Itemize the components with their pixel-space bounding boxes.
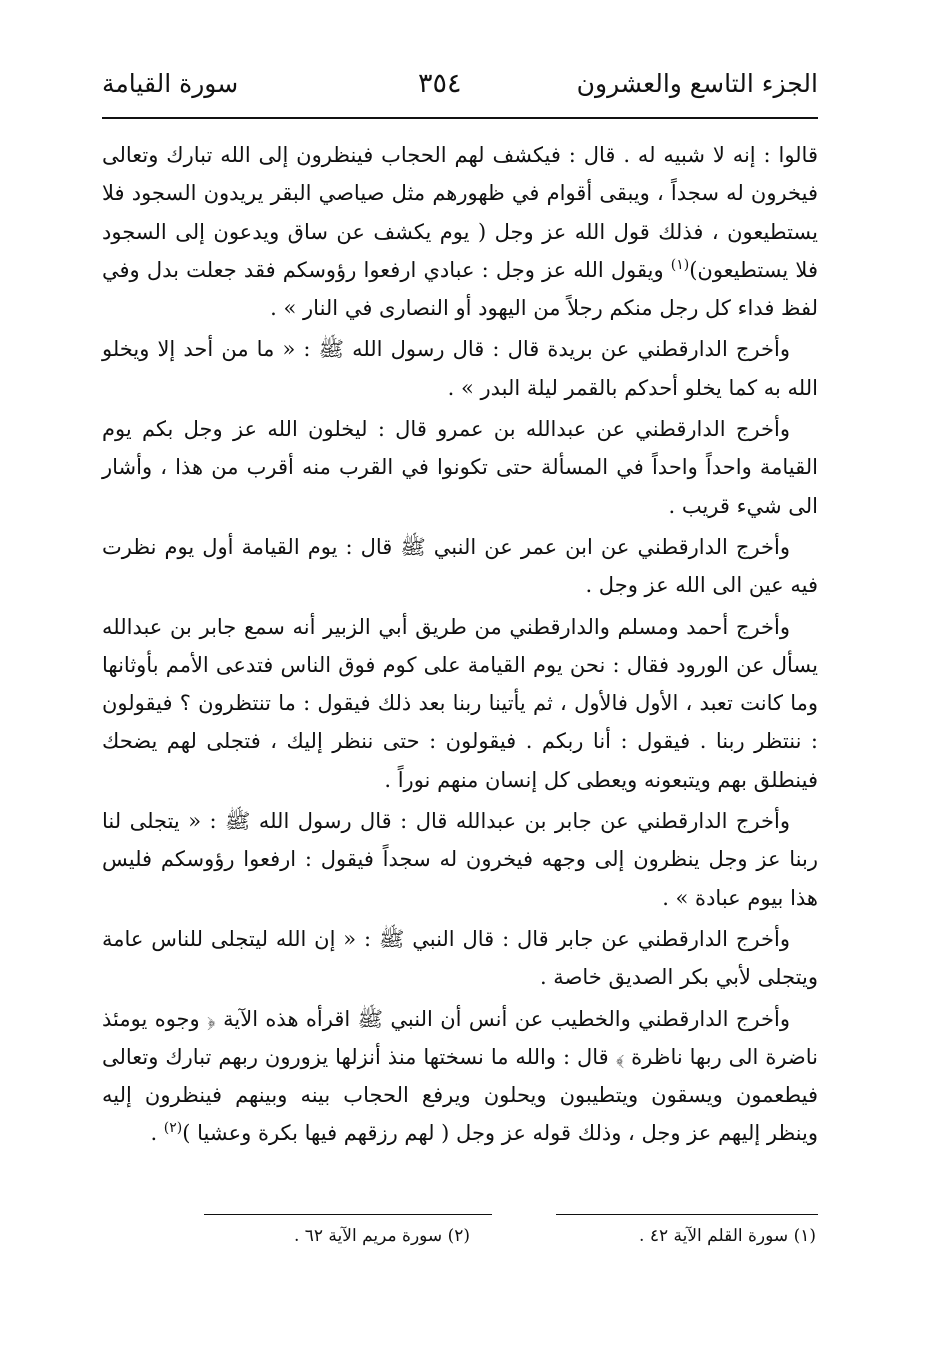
paragraph-text: وأخرج أحمد ومسلم والدارقطني من طريق أبي الزبير أنه سمع جابر بن عبدالله يسأل عن الورود فقال : نحن يوم القيامة على كوم فوق الناس فتدعى الأمم بأوثانها وما كانت تعبد ، الأول فالأول ، ثم يأتينا ربنا بعد ذلك فيقول : ما تنتظرون ؟ فيقولون : ننتظر ربنا . فيقول : أنا ربكم . فيقولون : حتى ننظر إليك ، فتجلى لهم يضحك فينطلق بهم ويتبعونه ويعطى كل إنسان منهم نوراً . [102, 614, 818, 792]
paragraph [102, 136, 818, 327]
paragraph-text: . [150, 1121, 164, 1146]
footnote-rule [204, 1214, 492, 1215]
paragraph-text: ويقول الله عز وجل : عبادي ارفعوا رؤوسكم فقد جعلت بدل وفي لفظ فداء كل رجل منكم رجلاً من اليهود أو النصارى في النار » . [102, 257, 818, 321]
part-title: الجزء التاسع والعشرون [576, 69, 818, 98]
paragraph-text: وأخرج الدارقطني عن جابر قال : قال النبي ﷺ : « إن الله ليتجلى للناس عامة ويتجلى لأبي بكر الصديق خاصة . [102, 926, 818, 990]
paragraph-text: وأخرج الدارقطني عن بريدة قال : قال رسول الله ﷺ : « ما من أحد إلا ويخلو الله به كما يخلو أحدكم بالقمر ليلة البدر » . [102, 337, 818, 400]
footnote-rule [556, 1214, 818, 1215]
footnote: (٢) سورة مريم الآية ٦٢ . [293, 1226, 470, 1246]
paragraph [102, 608, 818, 799]
paragraph [102, 330, 818, 407]
paragraph [102, 528, 818, 605]
paragraph-text: وأخرج الدارقطني عن عبدالله بن عمرو قال : ليخلون الله عز وجل بكم يوم القيامة واحداً واحداً في المسألة حتى تكونوا في القرب منه أقرب من هذا ، وأشار الى شيء قريب . [102, 417, 818, 518]
main-text [102, 136, 818, 1156]
paragraph-text: وأخرج الدارقطني والخطيب عن أنس أن النبي ﷺ اقرأه هذه الآية ﴿ وجوه يومئذ ناضرة الى ربها ناظرة ﴾ قال : والله ما نسختها منذ أنزلها يزورون ربهم تبارك وتعالى فيطعمون ويسقون ويتطيبون ويحلون ويرفع الحجاب بينه وبينهم فينظرون إليه وينظر إليهم عز وجل ، وذلك قوله عز وجل ( لهم رزقهم فيها بكرة وعشيا ) [102, 1006, 818, 1146]
footnote-ref: (١) [670, 256, 690, 273]
paragraph-text: قالوا : إنه لا شبيه له . قال : فيكشف لهم الحجاب فينظرون إلى الله تبارك وتعالى فيخرون له سجداً ، ويبقى أقوام في ظهورهم مثل صياصي البقر يريدون السجود فلا يستطيعون ، فذلك قول الله عز وجل ( يوم يكشف عن ساق ويدعون إلى السجود فلا يستطيعون) [102, 143, 818, 282]
paragraph [102, 802, 818, 917]
paragraph-text: وأخرج الدارقطني عن ابن عمر عن النبي ﷺ قال : يوم القيامة أول يوم نظرت فيه عين الى الله عز وجل . [102, 534, 818, 598]
footnote-ref: (٢) [163, 1120, 183, 1137]
footnote: (١) سورة القلم الآية ٤٢ . [639, 1226, 816, 1246]
paragraph-text: وأخرج الدارقطني عن جابر بن عبدالله قال : قال رسول الله ﷺ : « يتجلى لنا ربنا عز وجل ينظرون إلى وجهه فيخرون له سجداً فيقول : ارفعوا رؤوسكم فليس هذا بيوم عبادة » . [102, 809, 818, 910]
page-number: ٣٥٤ [418, 68, 462, 99]
paragraph [102, 1000, 818, 1153]
paragraph [102, 920, 818, 997]
header-rule [102, 117, 818, 119]
paragraph [102, 410, 818, 525]
surah-title: سورة القيامة [102, 69, 239, 98]
